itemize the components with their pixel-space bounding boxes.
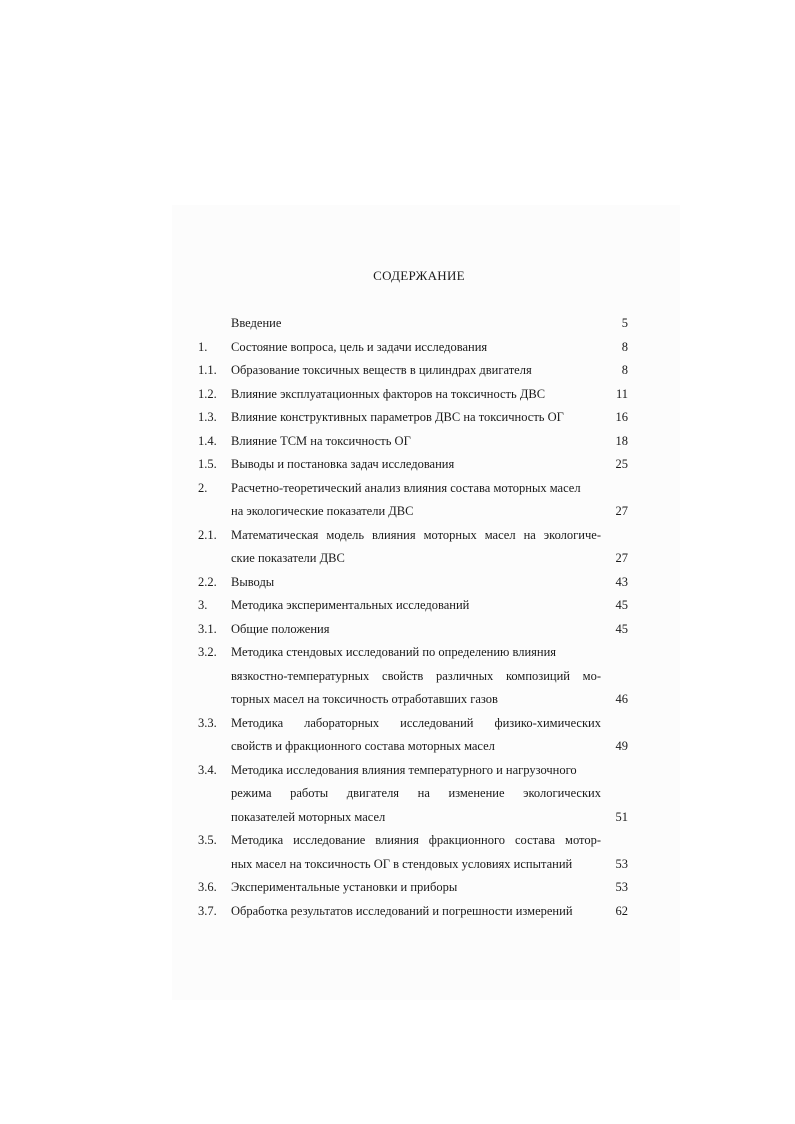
toc-entry — [198, 735, 628, 759]
toc-entry-page: 45 — [615, 621, 628, 636]
toc-entry — [198, 359, 628, 383]
toc-entry-title: торных масел на токсичность отработавших газов — [231, 692, 498, 706]
toc-entry — [198, 712, 628, 736]
toc-entry-number: 2.1. — [198, 527, 217, 542]
toc-entry — [198, 571, 628, 595]
toc-entry-number: 3.5. — [198, 833, 217, 847]
toc-entry — [198, 594, 628, 618]
toc-entry-page: 27 — [615, 504, 628, 518]
toc-entry — [198, 524, 628, 548]
toc-entry-number: 3.3. — [198, 715, 217, 730]
toc-entry-title: Методика исследование влияния фракционного состава мотор- — [231, 833, 601, 847]
toc-entry-number: 3.4. — [198, 762, 217, 777]
toc-entry-page: 8 — [621, 363, 628, 377]
toc-entry-number: 1. — [198, 339, 208, 354]
toc-entry-page: 53 — [615, 880, 628, 894]
toc-entry-number: 2. — [198, 480, 208, 495]
toc-entry — [198, 665, 628, 689]
table-of-contents — [198, 312, 628, 923]
toc-entry-title: Методика экспериментальных исследований — [231, 598, 470, 612]
toc-entry — [198, 406, 628, 430]
toc-entry — [198, 336, 628, 360]
toc-entry-number: 1.3. — [198, 410, 217, 424]
toc-entry-title: Экспериментальные установки и приборы — [231, 880, 458, 894]
toc-entry-page: 51 — [615, 809, 628, 824]
toc-entry-number: 3. — [198, 598, 208, 612]
toc-entry — [198, 500, 628, 524]
toc-entry-title: вязкостно-температурных свойств различных композиций мо- — [231, 668, 601, 683]
toc-entry-title: Выводы — [231, 574, 275, 589]
toc-entry — [198, 782, 628, 806]
toc-entry-number: 1.4. — [198, 433, 217, 448]
toc-entry — [198, 759, 628, 783]
toc-entry-page: 16 — [615, 410, 628, 424]
toc-title: СОДЕРЖАНИЕ — [373, 268, 465, 283]
toc-entry — [198, 453, 628, 477]
toc-entry-page: 43 — [615, 574, 628, 589]
toc-entry-title: Методика исследования влияния температурного и нагрузочного — [231, 762, 577, 777]
toc-entry-title: режима работы двигателя на изменение экологических — [231, 786, 601, 800]
toc-entry-number: 3.7. — [198, 903, 217, 918]
toc-entry-page: 27 — [615, 551, 628, 565]
toc-entry — [198, 876, 628, 900]
toc-entry-number: 3.1. — [198, 621, 217, 636]
toc-entry-title: на экологические показатели ДВС — [231, 504, 414, 518]
toc-entry-title: Общие положения — [231, 621, 330, 636]
toc-entry-number: 2.2. — [198, 574, 217, 589]
toc-entry — [198, 383, 628, 407]
toc-entry — [198, 641, 628, 665]
toc-entry-title: Расчетно-теоретический анализ влияния состава моторных масел — [231, 480, 581, 495]
toc-entry — [198, 900, 628, 924]
toc-entry-page: 25 — [615, 457, 628, 471]
toc-entry-title: Влияние эксплуатационных факторов на токсичность ДВС — [231, 386, 546, 401]
toc-entry-page: 11 — [615, 386, 628, 401]
toc-entry — [198, 688, 628, 712]
toc-entry-number: 1.2. — [198, 386, 217, 401]
toc-entry-page: 5 — [621, 316, 628, 330]
toc-entry-title: Методика стендовых исследований по определению влияния — [231, 645, 557, 659]
toc-entry — [198, 829, 628, 853]
toc-entry — [198, 430, 628, 454]
toc-entry-title: Влияние ТСМ на токсичность ОГ — [231, 433, 411, 448]
toc-entry-page: 62 — [615, 903, 628, 918]
toc-entry-title: Введение — [231, 316, 282, 330]
toc-entry — [198, 853, 628, 877]
toc-entry-title: ных масел на токсичность ОГ в стендовых условиях испытаний — [231, 856, 573, 871]
toc-entry-page: 49 — [615, 739, 628, 753]
toc-entry-title: Влияние конструктивных параметров ДВС на токсичность ОГ — [231, 410, 564, 424]
toc-entry-title: Выводы и постановка задач исследования — [231, 457, 455, 471]
toc-entry-title: ские показатели ДВС — [231, 551, 345, 565]
toc-entry-page: 46 — [615, 692, 628, 706]
toc-entry-page: 18 — [615, 433, 628, 448]
toc-entry — [198, 547, 628, 571]
toc-entry-title: Состояние вопроса, цель и задачи исследования — [231, 339, 488, 354]
toc-entry-title: Образование токсичных веществ в цилиндрах двигателя — [231, 363, 532, 377]
toc-entry-page: 53 — [615, 856, 628, 871]
toc-entry-title: Обработка результатов исследований и погрешности измерений — [231, 903, 573, 918]
toc-entry-page: 8 — [621, 339, 628, 354]
toc-entry-number: 3.6. — [198, 880, 217, 894]
toc-entry-title: Математическая модель влияния моторных масел на экологиче- — [231, 527, 601, 542]
toc-entry-number: 3.2. — [198, 645, 217, 659]
toc-entry — [198, 312, 628, 336]
toc-entry — [198, 477, 628, 501]
toc-entry-number: 1.5. — [198, 457, 217, 471]
toc-entry-title: Методика лабораторных исследований физико-химических — [231, 715, 601, 730]
toc-entry — [198, 806, 628, 830]
toc-entry — [198, 618, 628, 642]
toc-entry-page: 45 — [615, 598, 628, 612]
toc-entry-title: показателей моторных масел — [231, 809, 386, 824]
toc-entry-number: 1.1. — [198, 363, 217, 377]
toc-entry-title: свойств и фракционного состава моторных масел — [231, 739, 495, 753]
